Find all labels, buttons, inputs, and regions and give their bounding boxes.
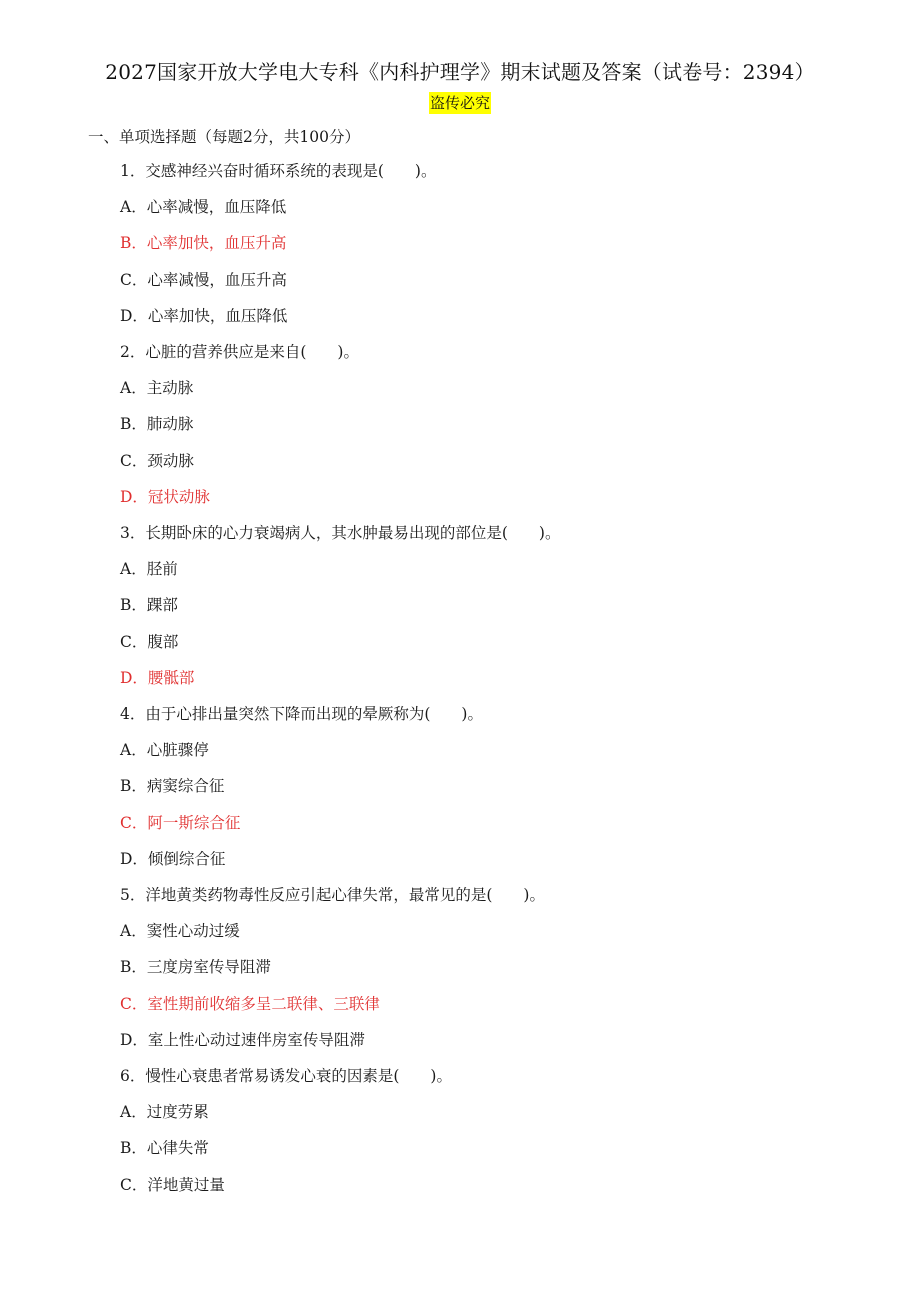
answer-option: B．肺动脉 xyxy=(120,415,194,433)
answer-option: A．心脏骤停 xyxy=(120,741,209,759)
question-stem: 5．洋地黄类药物毒性反应引起心律失常，最常见的是( )。 xyxy=(120,886,545,904)
answer-option: B．病窦综合征 xyxy=(120,777,225,795)
answer-option: D．心率加快，血压降低 xyxy=(120,307,288,325)
question-stem: 3．长期卧床的心力衰竭病人，其水肿最易出现的部位是( )。 xyxy=(120,524,561,542)
answer-option: C．心率减慢，血压升高 xyxy=(120,271,287,289)
answer-option-correct: C．阿一斯综合征 xyxy=(120,814,241,832)
answer-option-correct: C．室性期前收缩多呈二联律、三联律 xyxy=(120,995,380,1013)
section-heading: 一、单项选择题（每题2分，共100分） xyxy=(88,128,360,146)
question-stem: 1．交感神经兴奋时循环系统的表现是( )。 xyxy=(120,162,437,180)
answer-option: A．主动脉 xyxy=(120,379,194,397)
answer-option: B．踝部 xyxy=(120,596,178,614)
answer-option-correct: B．心率加快，血压升高 xyxy=(120,234,287,252)
answer-option: C．腹部 xyxy=(120,633,179,651)
answer-option: C．洋地黄过量 xyxy=(120,1176,225,1194)
question-stem: 6．慢性心衰患者常易诱发心衰的因素是( )。 xyxy=(120,1067,452,1085)
answer-option: D．室上性心动过速伴房室传导阻滞 xyxy=(120,1031,365,1049)
question-stem: 2．心脏的营养供应是来自( )。 xyxy=(120,343,359,361)
notice-wrapper xyxy=(0,92,920,114)
question-stem: 4．由于心排出量突然下降而出现的晕厥称为( )。 xyxy=(120,705,483,723)
answer-option: A．过度劳累 xyxy=(120,1103,209,1121)
answer-option: A．窦性心动过缓 xyxy=(120,922,240,940)
answer-option: C．颈动脉 xyxy=(120,452,194,470)
document-title: 2027国家开放大学电大专科《内科护理学》期末试题及答案（试卷号：2394） xyxy=(105,60,815,84)
answer-option: D．倾倒综合征 xyxy=(120,850,226,868)
answer-option: B．三度房室传导阻滞 xyxy=(120,958,271,976)
answer-option-correct: D．腰骶部 xyxy=(120,669,195,687)
answer-option-correct: D．冠状动脉 xyxy=(120,488,210,506)
answer-option: B．心律失常 xyxy=(120,1139,209,1157)
answer-option: A．胫前 xyxy=(120,560,178,578)
answer-option: A．心率减慢，血压降低 xyxy=(120,198,287,216)
piracy-notice: 盗传必究 xyxy=(429,94,490,112)
